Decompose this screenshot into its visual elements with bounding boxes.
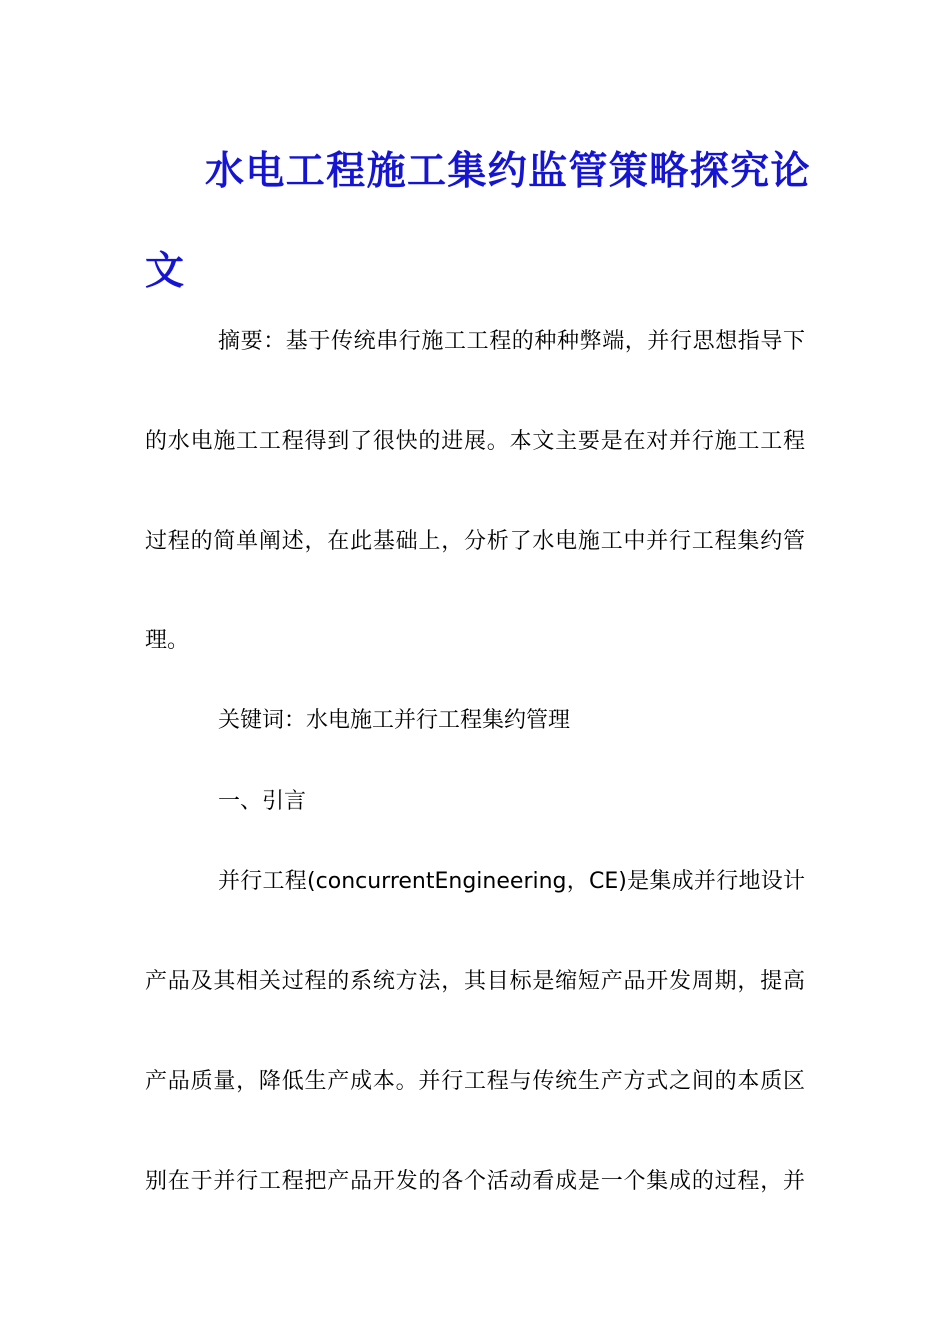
body-line-2: 产品及其相关过程的系统方法，其目标是缩短产品开发周期，提高	[145, 969, 805, 994]
abstract-line-3: 过程的简单阐述，在此基础上，分析了水电施工中并行工程集约管	[145, 529, 805, 554]
section-heading-introduction: 一、引言	[218, 789, 307, 814]
body-line-4: 别在于并行工程把产品开发的各个活动看成是一个集成的过程，并	[145, 1169, 805, 1194]
abstract-line-2: 的水电施工工程得到了很快的进展。本文主要是在对并行施工工程	[145, 429, 805, 454]
keywords-line: 关键词：水电施工并行工程集约管理	[218, 708, 571, 733]
body-line-1: 并行工程(concurrentEngineering，CE)是集成并行地设计	[218, 869, 805, 894]
document-title: 水电工程施工集约监管策略探究论文	[145, 149, 810, 294]
abstract-line-1: 摘要：基于传统串行施工工程的种种弊端，并行思想指导下	[218, 329, 805, 354]
abstract-line-4: 理。	[145, 628, 190, 653]
body-line-3: 产品质量，降低生产成本。并行工程与传统生产方式之间的本质区	[145, 1069, 805, 1094]
